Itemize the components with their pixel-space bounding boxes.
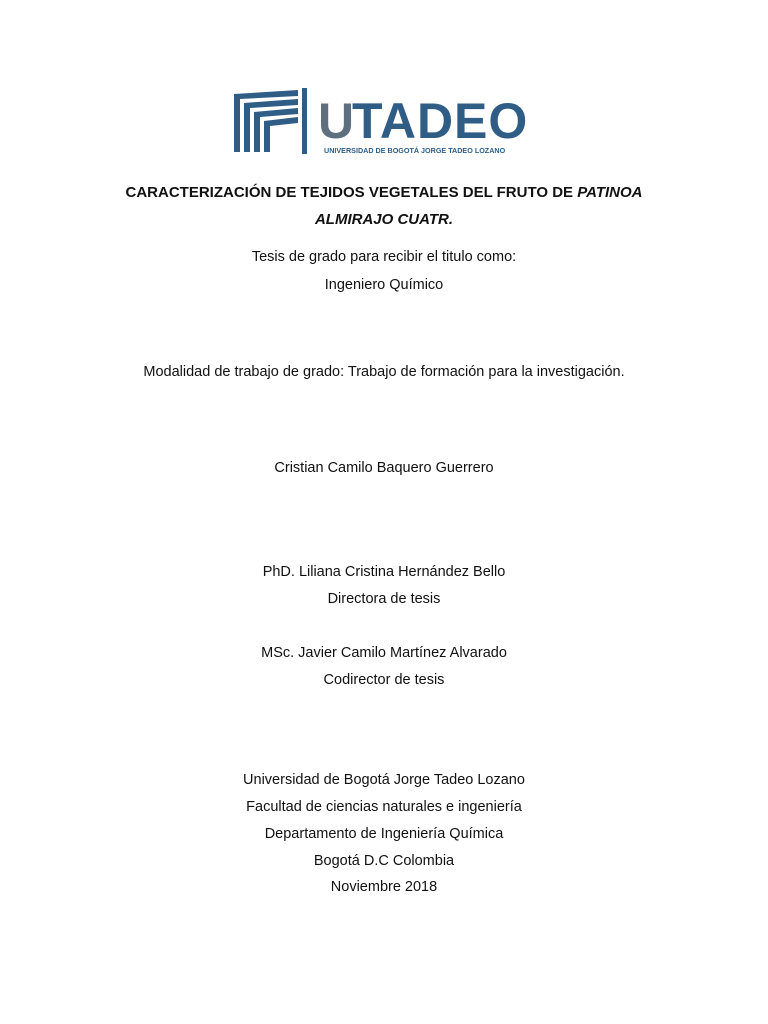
thesis-title-line-2 [0,211,768,229]
thesis-title-line-1 [0,184,768,202]
thesis-title-species-genus: PATINOA [577,184,643,201]
svg-text:UNIVERSIDAD DE BOGOTÁ JORGE TA: UNIVERSIDAD DE BOGOTÁ JORGE TADEO LOZANO [324,146,506,155]
svg-text:U: U [318,93,356,149]
degree-intro: Tesis de grado para recibir el titulo como: [251,249,517,265]
svg-text:TADEO: TADEO [352,93,529,149]
university-name: Universidad de Bogotá Jorge Tadeo Lozano [243,772,525,788]
thesis-title-text: CARACTERIZACIÓN DE TEJIDOS VEGETALES DEL FRUTO DE [125,184,578,201]
author-name: Cristian Camilo Baquero Guerrero [274,460,494,476]
city: Bogotá D.C Colombia [313,853,455,869]
utadeo-emblem-icon [232,86,542,160]
thesis-title-species-epithet: ALMIRAJO CUATR. [314,211,454,228]
codirector-role: Codirector de tesis [323,672,445,688]
utadeo-logo [232,86,542,160]
director-role: Directora de tesis [327,591,441,607]
date: Noviembre 2018 [330,879,438,895]
degree-name: Ingeniero Químico [324,277,444,293]
modality: Modalidad de trabajo de grado: Trabajo de formación para la investigación. [143,364,625,380]
department-name: Departamento de Ingeniería Química [264,826,504,842]
codirector-name: MSc. Javier Camilo Martínez Alvarado [261,645,507,661]
director-name: PhD. Liliana Cristina Hernández Bello [262,564,506,580]
faculty-name: Facultad de ciencias naturales e ingeniería [246,799,522,815]
